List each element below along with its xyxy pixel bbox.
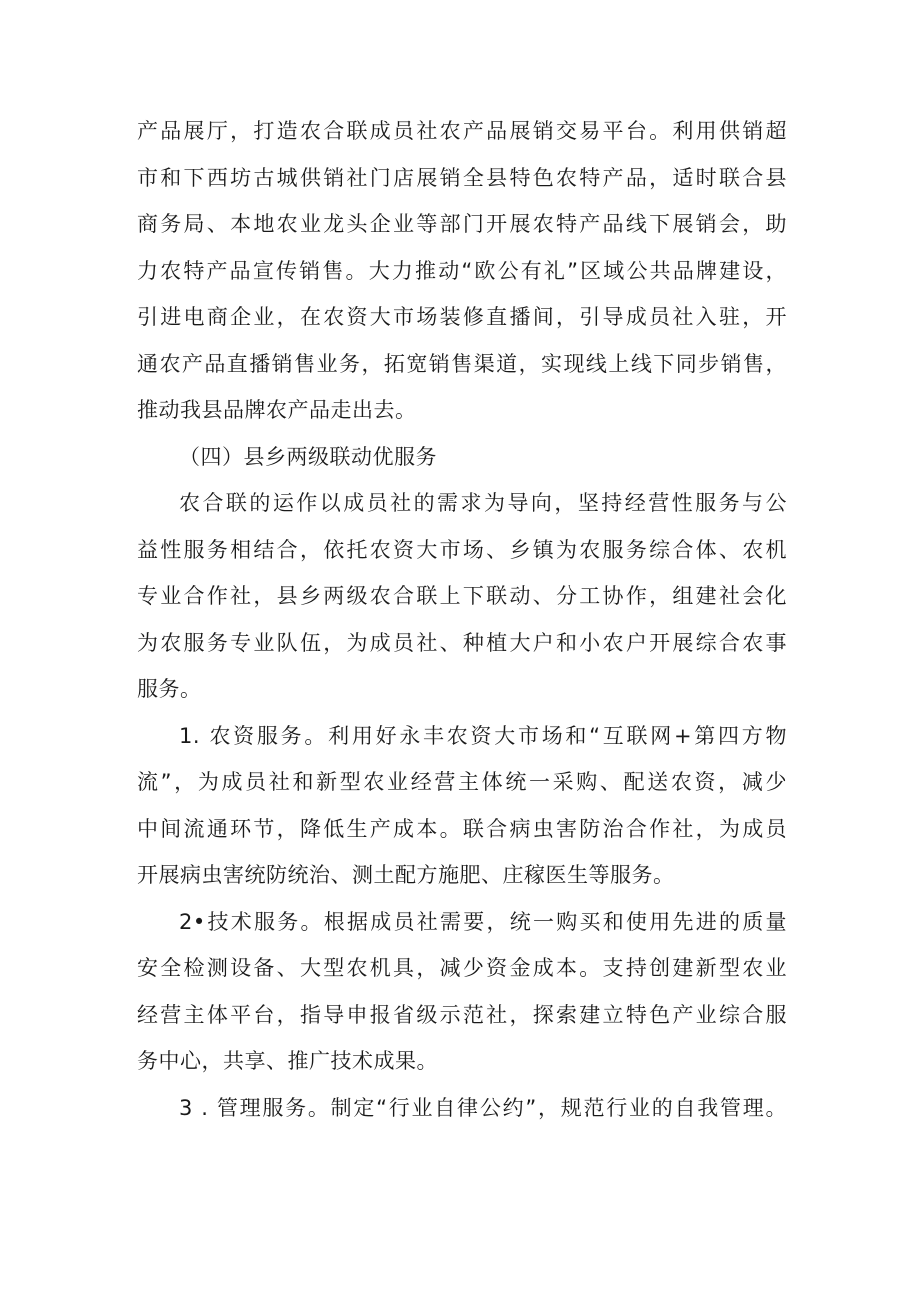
document-body [137,108,787,1131]
text-line: 专业合作社，县乡两级农合联上下联动、分工协作，组建社会化 [137,584,787,608]
text-line: 农合联的运作以成员社的需求为导向，坚持经营性服务与公 [179,491,787,515]
paragraph-sales-platform [137,108,787,434]
heading-text: （四）县乡两级联动优服务 [179,444,437,469]
paragraph-technical-service [137,899,787,1085]
text-line: 通农产品直播销售业务，拓宽销售渠道，实现线上线下同步销售， [137,351,787,376]
text-line: 3 . 管理服务。制定“行业自律公约”，规范行业的自我管理。 [179,1095,787,1120]
text-line: 产品展厅，打造农合联成员社农产品展销交易平台。利用供销超 [137,119,787,143]
text-line: 力农特产品宣传销售。大力推动“欧公有礼”区域公共品牌建设， [137,258,787,283]
text-line: 益性服务相结合，依托农资大市场、乡镇为农服务综合体、农机 [137,537,787,562]
text-line: 安全检测设备、大型农机具，减少资金成本。支持创建新型农业 [137,956,787,980]
text-line: 为农服务专业队伍，为成员社、种植大户和小农户开展综合农事 [137,630,787,655]
text-line: 推动我县品牌农产品走出去。 [137,398,417,422]
text-line: 经营主体平台，指导申报省级示范社，探索建立特色产业综合服 [137,1002,787,1027]
text-line: 1. 农资服务。利用好永丰农资大市场和“互联网+第四方物 [179,723,787,748]
text-line: 商务局、本地农业龙头企业等部门开展农特产品线下展销会，助 [137,212,787,236]
text-line: 服务。 [137,677,202,701]
paragraph-service-overview [137,480,787,713]
text-line: 2•技术服务。根据成员社需要，统一购买和使用先进的质量 [179,909,787,934]
section-heading [137,434,787,481]
text-line: 引进电商企业，在农资大市场装修直播间，引导成员社入驻，开 [137,305,787,329]
text-line: 中间流通环节，降低生产成本。联合病虫害防治合作社，为成员 [137,816,787,841]
text-line: 流”，为成员社和新型农业经营主体统一采购、配送农资，减少 [137,770,787,794]
text-line: 务中心，共享、推广技术成果。 [137,1049,438,1073]
paragraph-agri-supply-service [137,713,787,899]
paragraph-management-service [137,1085,787,1132]
text-line: 市和下西坊古城供销社门店展销全县特色农特产品，适时联合县 [137,165,787,190]
text-line: 开展病虫害统防统治、测土配方施肥、庄稼医生等服务。 [137,863,675,887]
